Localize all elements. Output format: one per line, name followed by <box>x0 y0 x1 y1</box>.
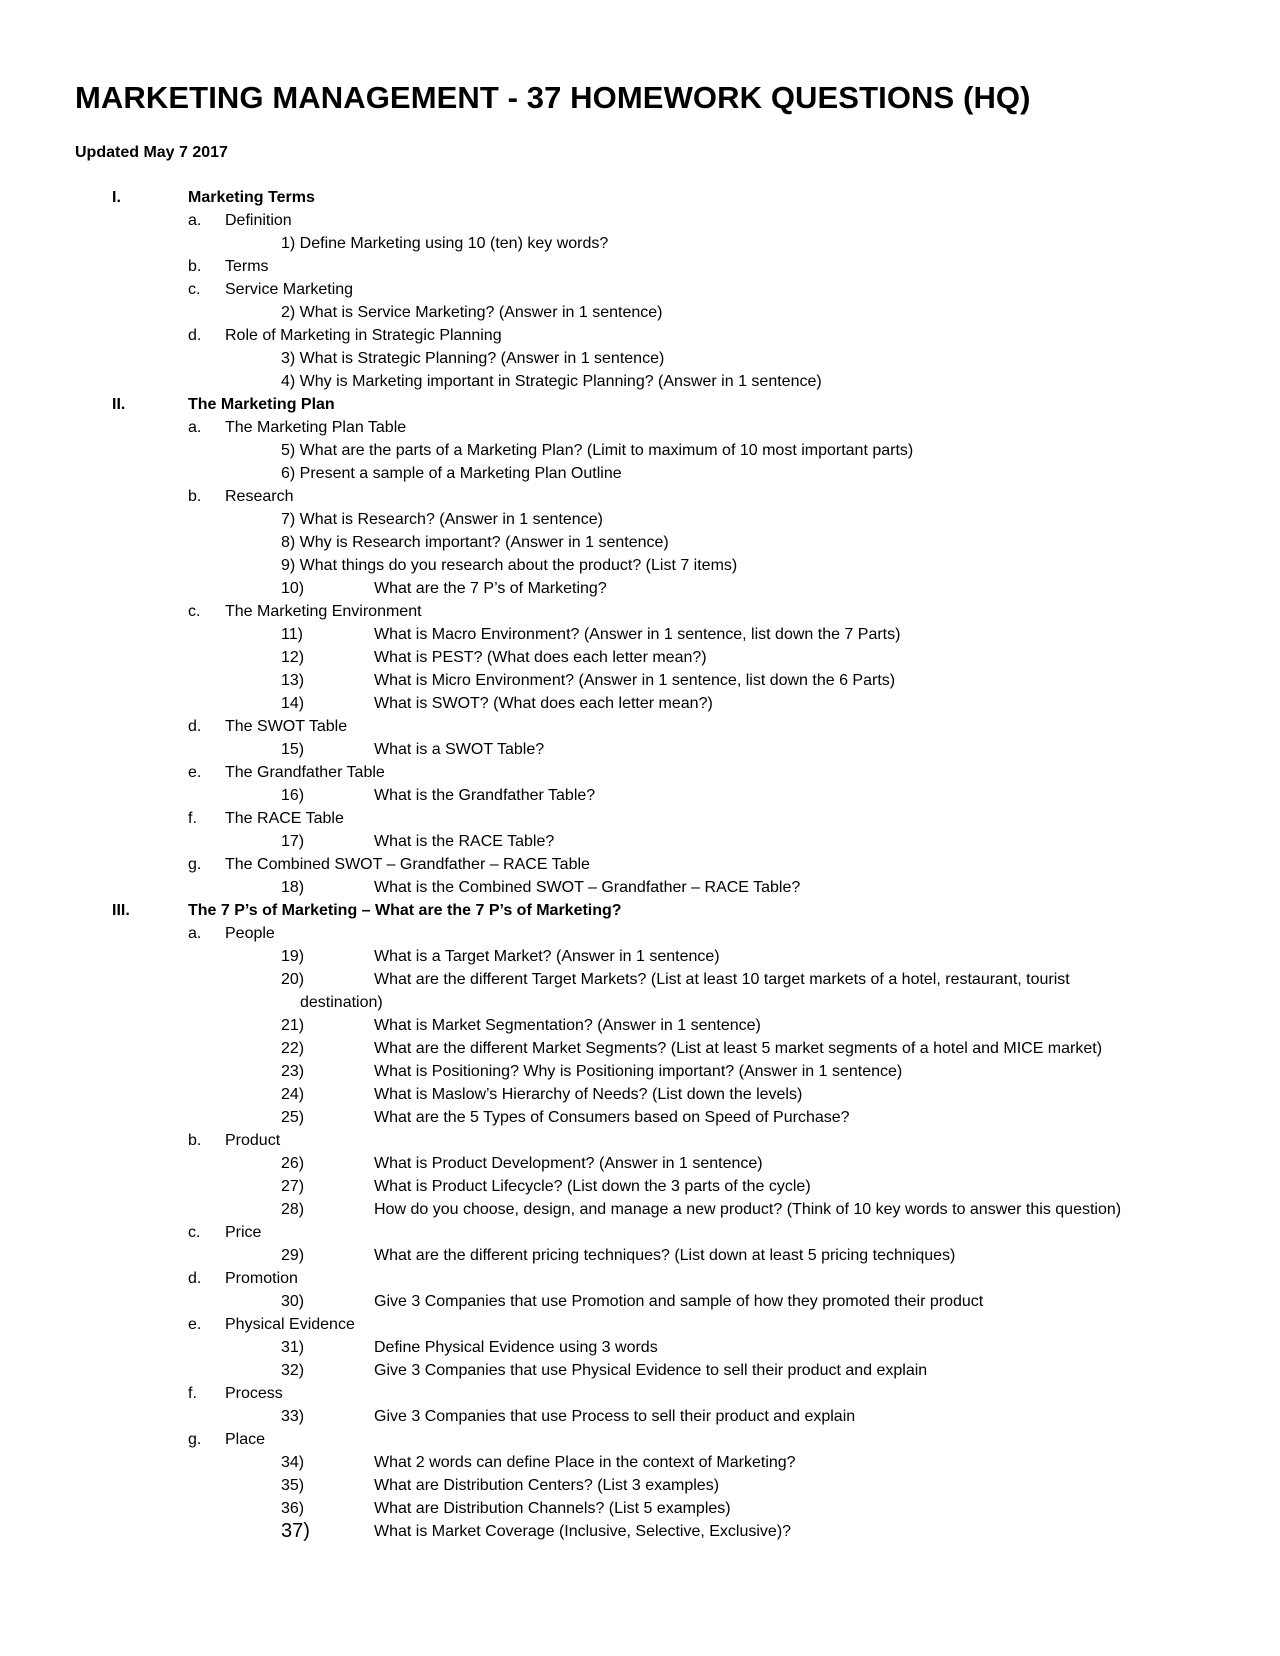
question-text: 7) What is Research? (Answer in 1 sentence) <box>281 511 603 528</box>
subsection-letter: d. <box>188 1270 202 1287</box>
subsection-heading <box>0 1382 1280 1405</box>
subsection-letter: f. <box>188 810 197 827</box>
question-text: What is SWOT? (What does each letter mean?) <box>374 695 713 712</box>
question-item <box>0 1106 1280 1129</box>
question-number: 29) <box>281 1247 305 1264</box>
subsection-title: The RACE Table <box>225 810 344 827</box>
subsection-letter: d. <box>188 327 202 344</box>
subsection-heading <box>0 1313 1280 1336</box>
question-text: What are the different Market Segments? (List at least 5 market segments of a hotel and MICE market) <box>374 1040 1103 1057</box>
subsection-title: Place <box>225 1431 266 1448</box>
question-number: 33) <box>281 1408 305 1425</box>
question-number: 28) <box>281 1201 305 1218</box>
question-number: 35) <box>281 1477 305 1494</box>
question-number: 25) <box>281 1109 305 1126</box>
subsection-heading <box>0 1267 1280 1290</box>
question-text: What is Market Coverage (Inclusive, Selective, Exclusive)? <box>374 1523 792 1540</box>
question-item <box>0 1290 1280 1313</box>
subsection-letter: e. <box>188 1316 202 1333</box>
subsection-letter: a. <box>188 925 202 942</box>
section-title: The 7 P’s of Marketing – What are the 7 P’s of Marketing? <box>188 902 622 919</box>
question-text: Give 3 Companies that use Physical Evidence to sell their product and explain <box>374 1362 928 1379</box>
question-text: What is a Target Market? (Answer in 1 sentence) <box>374 948 720 965</box>
question-item <box>0 508 1280 531</box>
question-number: 14) <box>281 695 305 712</box>
question-text: 6) Present a sample of a Marketing Plan Outline <box>281 465 622 482</box>
question-text: What are the different Target Markets? (List at least 10 target markets of a hotel, restaurant, tourist <box>374 971 1070 988</box>
subsection-heading <box>0 324 1280 347</box>
question-number: 10) <box>281 580 305 597</box>
question-item <box>0 370 1280 393</box>
question-text: What are the 7 P’s of Marketing? <box>374 580 607 597</box>
subsection-letter: c. <box>188 603 201 620</box>
subsection-letter: b. <box>188 258 202 275</box>
subsection-letter: d. <box>188 718 202 735</box>
question-item <box>0 945 1280 968</box>
question-text: What 2 words can define Place in the context of Marketing? <box>374 1454 796 1471</box>
question-number: 34) <box>281 1454 305 1471</box>
section-title: The Marketing Plan <box>188 396 335 413</box>
subsection-heading <box>0 1221 1280 1244</box>
question-text: What is Product Development? (Answer in 1 sentence) <box>374 1155 763 1172</box>
question-item <box>0 1037 1280 1060</box>
question-number: 32) <box>281 1362 305 1379</box>
question-text: What are the 5 Types of Consumers based on Speed of Purchase? <box>374 1109 850 1126</box>
subsection-title: Physical Evidence <box>225 1316 355 1333</box>
question-text: What are Distribution Centers? (List 3 examples) <box>374 1477 720 1494</box>
question-item <box>0 1497 1280 1520</box>
subsection-letter: a. <box>188 419 202 436</box>
subsection-heading <box>0 600 1280 623</box>
subsection-heading <box>0 761 1280 784</box>
question-item <box>0 876 1280 899</box>
question-text: Define Physical Evidence using 3 words <box>374 1339 658 1356</box>
question-text: What is PEST? (What does each letter mean?) <box>374 649 707 666</box>
question-item <box>0 784 1280 807</box>
subsection-heading <box>0 416 1280 439</box>
subsection-letter: g. <box>188 856 202 873</box>
question-item <box>0 692 1280 715</box>
subsection-title: The SWOT Table <box>225 718 348 735</box>
subsection-title: The Grandfather Table <box>225 764 385 781</box>
question-item <box>0 347 1280 370</box>
question-text: What is Positioning? Why is Positioning important? (Answer in 1 sentence) <box>374 1063 903 1080</box>
subsection-heading <box>0 853 1280 876</box>
question-text: 1) Define Marketing using 10 (ten) key words? <box>281 235 609 252</box>
question-item <box>0 968 1280 1014</box>
page-title: MARKETING MANAGEMENT - 37 HOMEWORK QUESTIONS (HQ) <box>75 80 1031 115</box>
question-number: 20) <box>281 971 305 988</box>
subsection-letter: g. <box>188 1431 202 1448</box>
question-text: Give 3 Companies that use Process to sell their product and explain <box>374 1408 856 1425</box>
question-number: 19) <box>281 948 305 965</box>
question-item <box>0 577 1280 600</box>
question-number: 30) <box>281 1293 305 1310</box>
question-text: What is Macro Environment? (Answer in 1 sentence, list down the 7 Parts) <box>374 626 901 643</box>
question-item <box>0 232 1280 255</box>
subsection-heading <box>0 922 1280 945</box>
question-text: What is Maslow’s Hierarchy of Needs? (List down the levels) <box>374 1086 803 1103</box>
subsection-heading <box>0 255 1280 278</box>
subsection-letter: c. <box>188 1224 201 1241</box>
question-number: 24) <box>281 1086 305 1103</box>
updated-date: Updated May 7 2017 <box>75 144 228 161</box>
subsection-title: Service Marketing <box>225 281 354 298</box>
subsection-title: Definition <box>225 212 292 229</box>
question-text: 9) What things do you research about the product? (List 7 items) <box>281 557 738 574</box>
subsection-letter: f. <box>188 1385 197 1402</box>
question-text: What is a SWOT Table? <box>374 741 545 758</box>
question-number: 16) <box>281 787 305 804</box>
subsection-heading <box>0 1428 1280 1451</box>
question-text: What is Micro Environment? (Answer in 1 sentence, list down the 6 Parts) <box>374 672 896 689</box>
subsection-title: Research <box>225 488 294 505</box>
section-heading <box>0 393 1280 416</box>
question-number: 26) <box>281 1155 305 1172</box>
subsection-letter: b. <box>188 488 202 505</box>
question-text: What is Market Segmentation? (Answer in 1 sentence) <box>374 1017 761 1034</box>
question-text: What is the Grandfather Table? <box>374 787 596 804</box>
subsection-title: Process <box>225 1385 283 1402</box>
question-number: 13) <box>281 672 305 689</box>
question-item <box>0 1014 1280 1037</box>
question-text: 3) What is Strategic Planning? (Answer in 1 sentence) <box>281 350 665 367</box>
question-item <box>0 1474 1280 1497</box>
question-item <box>0 439 1280 462</box>
question-item <box>0 738 1280 761</box>
question-number: 18) <box>281 879 305 896</box>
subsection-letter: b. <box>188 1132 202 1149</box>
question-item <box>0 1152 1280 1175</box>
outline <box>0 186 1280 1543</box>
question-item <box>0 1083 1280 1106</box>
subsection-letter: a. <box>188 212 202 229</box>
question-item <box>0 1198 1280 1221</box>
subsection-letter: e. <box>188 764 202 781</box>
subsection-title: The Marketing Environment <box>225 603 422 620</box>
question-number: 31) <box>281 1339 305 1356</box>
question-number: 37) <box>281 1520 310 1542</box>
question-number: 17) <box>281 833 305 850</box>
question-text: What is the Combined SWOT – Grandfather – RACE Table? <box>374 879 801 896</box>
question-item <box>0 1520 1280 1543</box>
question-item <box>0 1451 1280 1474</box>
question-number: 21) <box>281 1017 305 1034</box>
question-text: 5) What are the parts of a Marketing Plan? (Limit to maximum of 10 most important parts) <box>281 442 914 459</box>
question-item <box>0 531 1280 554</box>
section-heading <box>0 186 1280 209</box>
question-item <box>0 646 1280 669</box>
section-numeral: II. <box>112 396 126 413</box>
subsection-heading <box>0 278 1280 301</box>
subsection-title: Promotion <box>225 1270 298 1287</box>
question-item <box>0 669 1280 692</box>
subsection-title: The Combined SWOT – Grandfather – RACE Table <box>225 856 590 873</box>
question-item <box>0 1336 1280 1359</box>
question-number: 15) <box>281 741 305 758</box>
subsection-title: Role of Marketing in Strategic Planning <box>225 327 502 344</box>
subsection-heading <box>0 1129 1280 1152</box>
question-number: 36) <box>281 1500 305 1517</box>
question-item <box>0 554 1280 577</box>
question-number: 12) <box>281 649 305 666</box>
question-text: 2) What is Service Marketing? (Answer in 1 sentence) <box>281 304 663 321</box>
question-item <box>0 1405 1280 1428</box>
question-item <box>0 830 1280 853</box>
question-text: What are Distribution Channels? (List 5 examples) <box>374 1500 731 1517</box>
question-number: 11) <box>281 626 303 643</box>
subsection-title: The Marketing Plan Table <box>225 419 407 436</box>
subsection-heading <box>0 485 1280 508</box>
question-text: Give 3 Companies that use Promotion and sample of how they promoted their product <box>374 1293 984 1310</box>
question-text: What are the different pricing techniques? (List down at least 5 pricing techniques) <box>374 1247 956 1264</box>
subsection-title: People <box>225 925 275 942</box>
question-number: 27) <box>281 1178 305 1195</box>
question-item <box>0 1060 1280 1083</box>
question-number: 23) <box>281 1063 305 1080</box>
section-numeral: III. <box>112 902 130 919</box>
section-numeral: I. <box>112 189 121 206</box>
question-text: How do you choose, design, and manage a new product? (Think of 10 key words to answer this question) <box>374 1201 1122 1218</box>
question-item <box>0 1359 1280 1382</box>
question-text: What is the RACE Table? <box>374 833 555 850</box>
subsection-title: Product <box>225 1132 281 1149</box>
subsection-letter: c. <box>188 281 201 298</box>
subsection-heading <box>0 715 1280 738</box>
section-heading <box>0 899 1280 922</box>
subsection-heading <box>0 209 1280 232</box>
question-text-continued: destination) <box>300 994 383 1011</box>
question-item <box>0 1175 1280 1198</box>
subsection-title: Price <box>225 1224 262 1241</box>
question-item <box>0 1244 1280 1267</box>
question-text: What is Product Lifecycle? (List down the 3 parts of the cycle) <box>374 1178 811 1195</box>
question-text: 8) Why is Research important? (Answer in 1 sentence) <box>281 534 669 551</box>
subsection-title: Terms <box>225 258 269 275</box>
section-title: Marketing Terms <box>188 189 315 206</box>
question-item <box>0 623 1280 646</box>
question-number: 22) <box>281 1040 305 1057</box>
question-item <box>0 462 1280 485</box>
subsection-heading <box>0 807 1280 830</box>
question-text: 4) Why is Marketing important in Strategic Planning? (Answer in 1 sentence) <box>281 373 822 390</box>
question-item <box>0 301 1280 324</box>
